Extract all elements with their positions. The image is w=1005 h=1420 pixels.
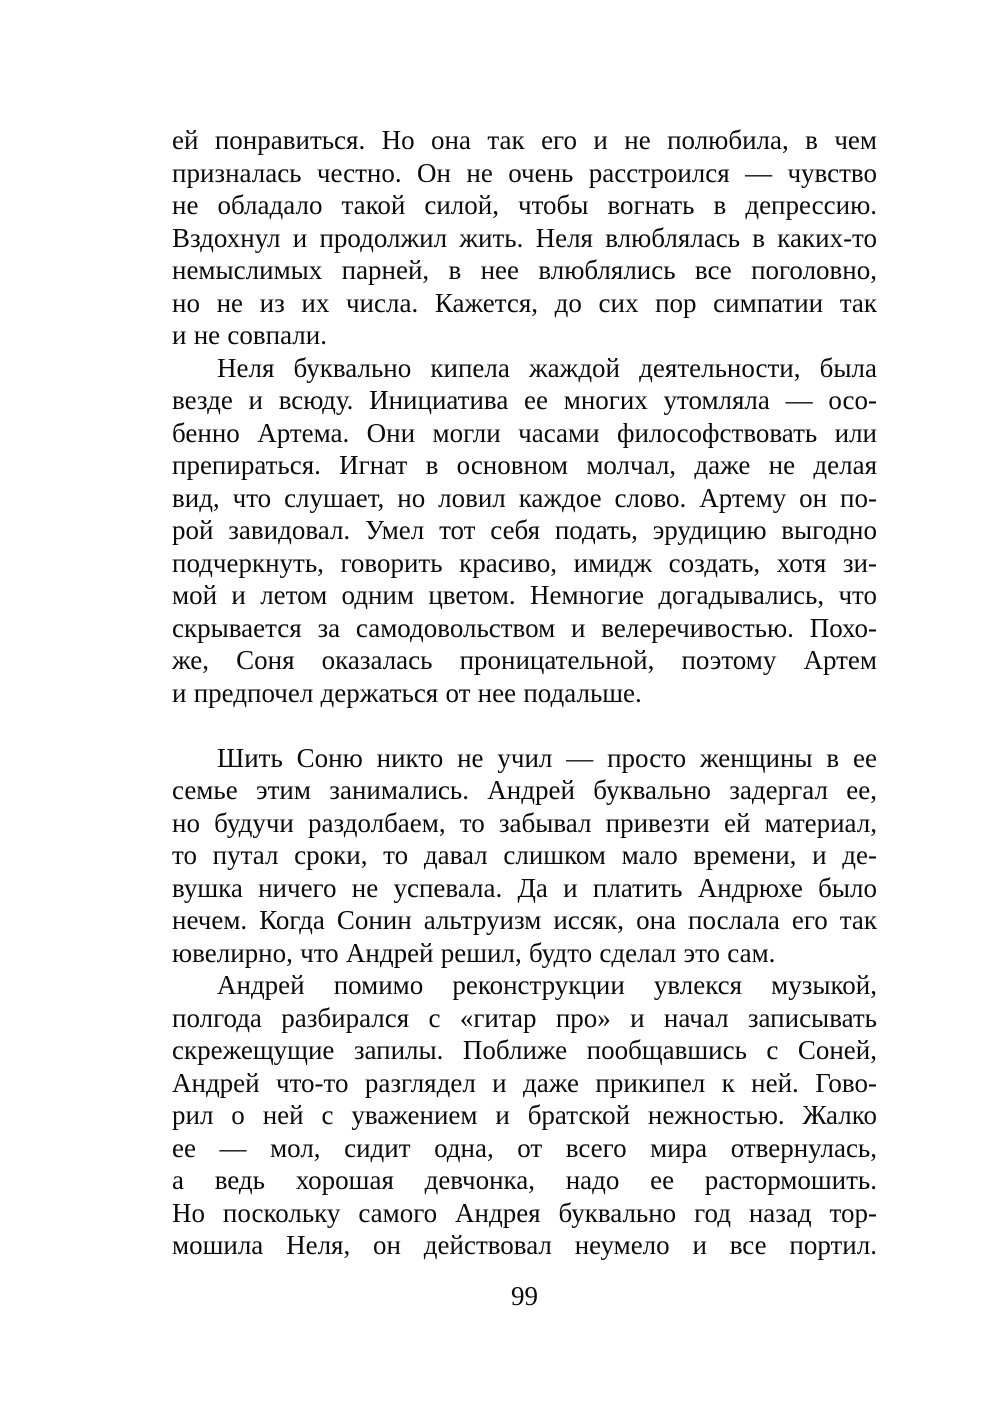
text-line: Шить Соню никто не учил — просто женщины в ее <box>217 742 877 773</box>
text-line: мошила Неля, он действовал неумело и все портил. <box>172 1230 877 1260</box>
text-line: ювелирно, что Андрей решил, будто сделал это сам. <box>172 937 776 968</box>
text-line: вид, что слушает, но ловил каждое слово. Артему он по- <box>172 482 877 513</box>
text-line: а ведь хорошая девчонка, надо ее растормошить. <box>172 1165 877 1195</box>
text-line: рил о ней с уважением и братской нежностью. Жалко <box>172 1100 877 1130</box>
paragraph <box>172 742 877 970</box>
text-line: же, Соня оказалась проницательной, поэтому Артем <box>172 645 877 675</box>
paragraph <box>172 969 877 1262</box>
page-text-block <box>172 124 877 1262</box>
text-line: призналась честно. Он не очень расстроился — чувство <box>172 157 877 188</box>
text-line: Андрей помимо реконструкции увлекся музыкой, <box>217 970 877 1000</box>
text-line: семье этим занимались. Андрей буквально задергал ее, <box>172 775 877 805</box>
paragraph <box>172 124 877 352</box>
text-line: препираться. Игнат в основном молчал, даже не делая <box>172 450 877 480</box>
text-line: не обладало такой силой, чтобы вогнать в депрессию. <box>172 190 877 220</box>
text-line: Вздохнул и продолжил жить. Неля влюблялась в каких-то <box>172 222 877 253</box>
text-line: немыслимых парней, в нее влюблялись все поголовно, <box>172 255 877 285</box>
text-line: нечем. Когда Сонин альтруизм иссяк, она послала его так <box>172 905 877 935</box>
text-line: вушка ничего не успевала. Да и платить Андрюхе было <box>172 872 877 903</box>
text-line: и предпочел держаться от нее подальше. <box>172 677 642 708</box>
page-number: 99 <box>511 1281 538 1311</box>
text-line: подчеркнуть, говорить красиво, имидж создать, хотя зи- <box>172 547 877 578</box>
section-break <box>172 709 877 742</box>
text-line: Неля буквально кипела жаждой деятельности, была <box>217 352 877 383</box>
text-line: но будучи раздолбаем, то забывал привезти ей материал, <box>172 807 877 838</box>
text-line: но не из их числа. Кажется, до сих пор симпатии так <box>172 287 877 318</box>
text-line: бенно Артема. Они могли часами философствовать или <box>172 417 877 448</box>
text-line: скрежещущие запилы. Поближе пообщавшись с Соней, <box>172 1035 877 1065</box>
text-line: Андрей что-то разглядел и даже прикипел к ней. Гово- <box>172 1067 877 1098</box>
text-line: то путал сроки, то давал слишком мало времени, и де- <box>172 840 877 870</box>
text-line: везде и всюду. Инициатива ее многих утомляла — осо- <box>172 385 877 415</box>
text-line: рой завидовал. Умел тот себя подать, эрудицию выгодно <box>172 515 877 545</box>
text-line: полгода разбирался с «гитар про» и начал записывать <box>172 1002 877 1033</box>
text-line: Но поскольку самого Андрея буквально год назад тор- <box>172 1197 877 1228</box>
text-line: ей понравиться. Но она так его и не полюбила, в чем <box>172 125 877 155</box>
paragraph <box>172 352 877 710</box>
text-line: мой и летом одним цветом. Немногие догадывались, что <box>172 580 877 610</box>
text-line: и не совпали. <box>172 320 327 350</box>
text-line: скрывается за самодовольством и велеречивостью. Похо- <box>172 612 877 643</box>
text-line: ее — мол, сидит одна, от всего мира отвернулась, <box>172 1132 877 1163</box>
